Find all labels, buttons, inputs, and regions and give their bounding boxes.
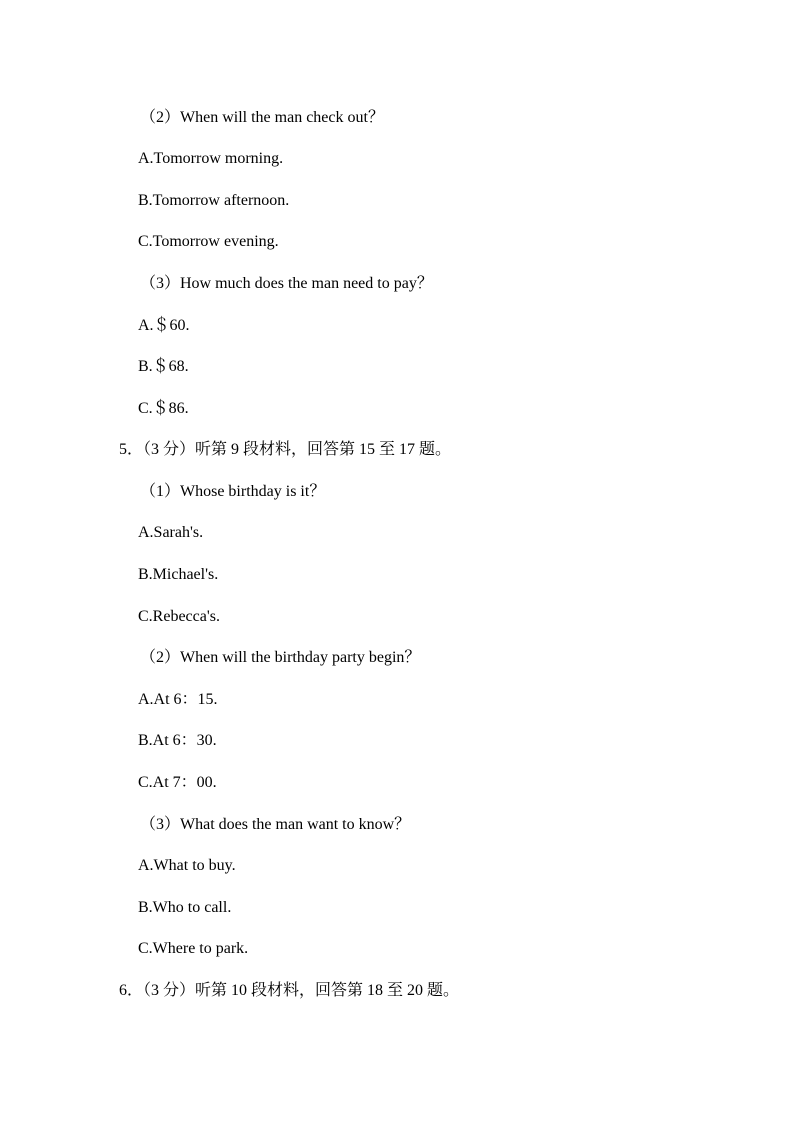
option-5-3-c: C.Where to park. <box>138 940 249 957</box>
option-5-2-b: B.At 6：30. <box>138 732 217 749</box>
section-heading-6: 6．（3 分）听第 10 段材料，回答第 18 至 20 题。 <box>119 982 460 999</box>
option-5-1-c: C.Rebecca's. <box>138 608 220 625</box>
option-5-1-a: A.Sarah's. <box>138 524 204 541</box>
question-4-2: （2）When will the man check out？ <box>140 109 384 126</box>
question-5-3: （3）What does the man want to know？ <box>140 816 411 833</box>
section-heading-5: 5．（3 分）听第 9 段材料，回答第 15 至 17 题。 <box>119 441 452 458</box>
option-5-2-a: A.At 6：15. <box>138 691 218 708</box>
option-4-3-b: B.＄68. <box>138 358 189 375</box>
option-5-3-b: B.Who to call. <box>138 899 232 916</box>
option-4-2-c: C.Tomorrow evening. <box>138 233 279 250</box>
option-5-3-a: A.What to buy. <box>138 857 236 874</box>
option-4-2-a: A.Tomorrow morning. <box>138 150 284 167</box>
question-5-1: （1）Whose birthday is it？ <box>140 483 326 500</box>
question-5-2: （2）When will the birthday party begin？ <box>140 649 421 666</box>
option-4-3-a: A.＄60. <box>138 317 190 334</box>
question-4-3: （3）How much does the man need to pay？ <box>140 275 433 292</box>
option-4-3-c: C.＄86. <box>138 400 189 417</box>
option-5-1-b: B.Michael's. <box>138 566 219 583</box>
option-4-2-b: B.Tomorrow afternoon. <box>138 192 290 209</box>
option-5-2-c: C.At 7：00. <box>138 774 217 791</box>
